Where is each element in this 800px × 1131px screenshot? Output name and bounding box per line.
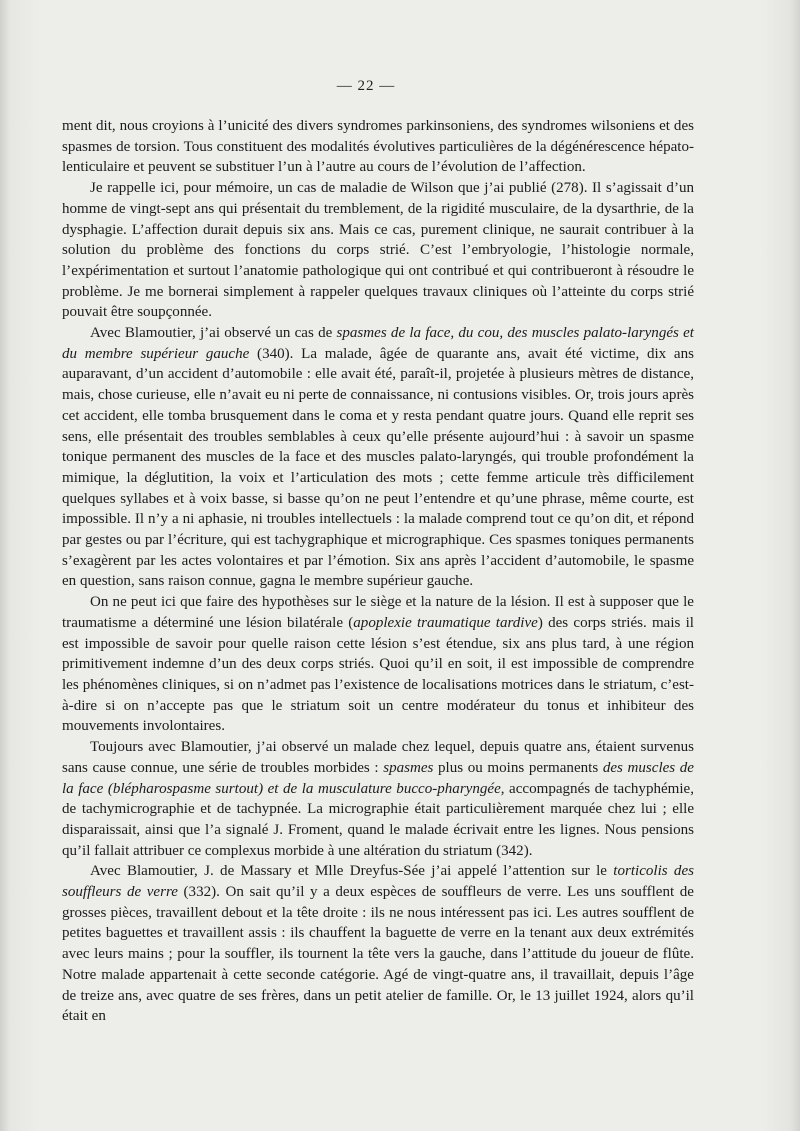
text-segment: Avec Blamoutier, J. de Massary et Mlle Dreyfus-Sée j’ai appelé l’attention sur le — [90, 863, 614, 880]
paragraph — [62, 116, 694, 178]
text-segment: ment dit, nous croyions à l’unicité des divers syndromes parkinsoniens, des syndromes wilsoniens et des spasmes de torsion. Tous constituent des modalités évolutives particulières de la dégénérescence hépato-lenticulaire et peuvent se substituer l’un à l’autre au cours de l’évolution de l’affection. — [62, 118, 694, 176]
paragraph — [62, 323, 694, 592]
body-text — [62, 116, 694, 1027]
italic-text-segment: des muscles de la face (blépharospasme surtout) et de la musculature bucco-pharyngée — [62, 759, 694, 797]
paragraph — [62, 592, 694, 737]
text-segment: Avec Blamoutier, j’ai observé un cas de — [90, 325, 337, 342]
italic-text-segment: apoplexie traumatique tardive — [353, 614, 538, 631]
text-segment: On ne peut ici que faire des hypothèses sur le siège et la nature de la lésion. Il est à supposer que le traumatisme a déterminé une lésion bilatérale ( — [62, 594, 694, 631]
text-segment: plus ou moins permanents — [433, 759, 603, 776]
paragraph — [62, 861, 694, 1027]
italic-text-segment: spasmes de la face, du cou, des muscles palato-laryngés et du membre supérieur gauche — [62, 325, 694, 362]
italic-text-segment: spasmes — [383, 759, 434, 776]
text-segment: ) des corps striés. mais il est impossible de savoir pour quelle raison cette lésion s’est étendue, six ans plus tard, à une région primitivement indemne d’un des deux corps striés. Quoi qu’il en soit, il est impossible de comprendre les phénomènes cliniques, si on n’admet pas l’existence de localisations motrices dans le striatum, c’est-à-dire si on n’accepte pas que le striatum soit un centre modérateur du tonus et inhibiteur des mouvements involontaires. — [62, 614, 694, 735]
text-segment: , accompagnés de tachyphémie, de tachymicrographie et de tachypnée. La micrographie était particulièrement marquée chez lui ; elle disparaissait, ainsi que l’a signalé J. Froment, quand le malade écrivait entre les lignes. Nous pensions qu’il fallait attribuer ce complexus morbide à une altération du striatum (342). — [62, 780, 694, 859]
text-segment: Toujours avec Blamoutier, j’ai observé un malade chez lequel, depuis quatre ans, étaient survenus sans cause connue, une série de troubles morbides : — [62, 739, 694, 776]
text-segment: (332). On sait qu’il y a deux espèces de souffleurs de verre. Les uns soufflent de grosses pièces, travaillent debout et la tête droite : ils ne nous intéressent pas ici. Les autres soufflent de petites baguettes et travaillent assis : ils chauffent la baguette de verre en la tenant aux deux extrémités avec leurs mains ; pour la souffler, ils tournent la tête vers la gauche, dans l’attitude du joueur de flûte. Notre malade appartenait à cette seconde catégorie. Agé de vingt-quatre ans, il travaillait, depuis l’âge de treize ans, avec quatre de ses frères, dans un petit atelier de famille. Or, le 13 juillet 1924, alors qu’il était en — [62, 884, 694, 1025]
text-segment: (340). La malade, âgée de quarante ans, avait été victime, dix ans auparavant, d’un accident d’automobile : elle avait été, paraît-il, projetée à plusieurs mètres de distance, mais, chose curieuse, elle n’avait eu ni perte de connaissance, ni contusions visibles. Or, trois jours après cet accident, elle tomba brusquement dans le coma et y resta pendant quatre jours. Quand elle reprit ses sens, elle présentait des troubles semblables à ceux qu’elle présente aujourd’hui : à savoir un spasme tonique permanent des muscles de la face et des muscles palato-laryngés, qui trouble profondément la mimique, la déglutition, la voix et l’articulation des mots ; cette femme articule très difficilement quelques syllabes et à voix basse, si basse qu’on ne peut l’entendre et qu’une phrase, même courte, est impossible. Il n’y a ni aphasie, ni troubles intellectuels : la malade comprend tout ce qu’on dit, et répond par gestes ou par l’écriture, qui est tachygraphique et micrographique. Ces spasmes toniques permanents s’exagèrent par les actes volontaires et par l’émotion. Six ans après l’accident d’automobile, le spasme en question, sans raison connue, gagna le membre supérieur gauche. — [62, 345, 694, 590]
page-number: — 22 — — [336, 78, 396, 94]
text-segment: Je rappelle ici, pour mémoire, un cas de maladie de Wilson que j’ai publié (278). Il s’agissait d’un homme de vingt-sept ans qui présentait du tremblement, de la rigidité musculaire, de la dysarthrie, de la dysphagie. L’affection durait depuis six ans. Mais ce cas, purement clinique, ne saurait contribuer à la solution du problème des fonctions du corps strié. C’est l’embryologie, l’histologie normale, l’expérimentation et surtout l’anatomie pathologique qui ont contribué et qui contribueront à résoudre le problème. Je me bornerai simplement à rappeler quelques travaux cliniques où l’atteinte du corps strié pouvait être soupçonnée. — [62, 180, 694, 321]
paragraph — [62, 737, 694, 861]
paragraph — [62, 178, 694, 323]
italic-text-segment: torticolis des souffleurs de verre — [62, 863, 694, 901]
